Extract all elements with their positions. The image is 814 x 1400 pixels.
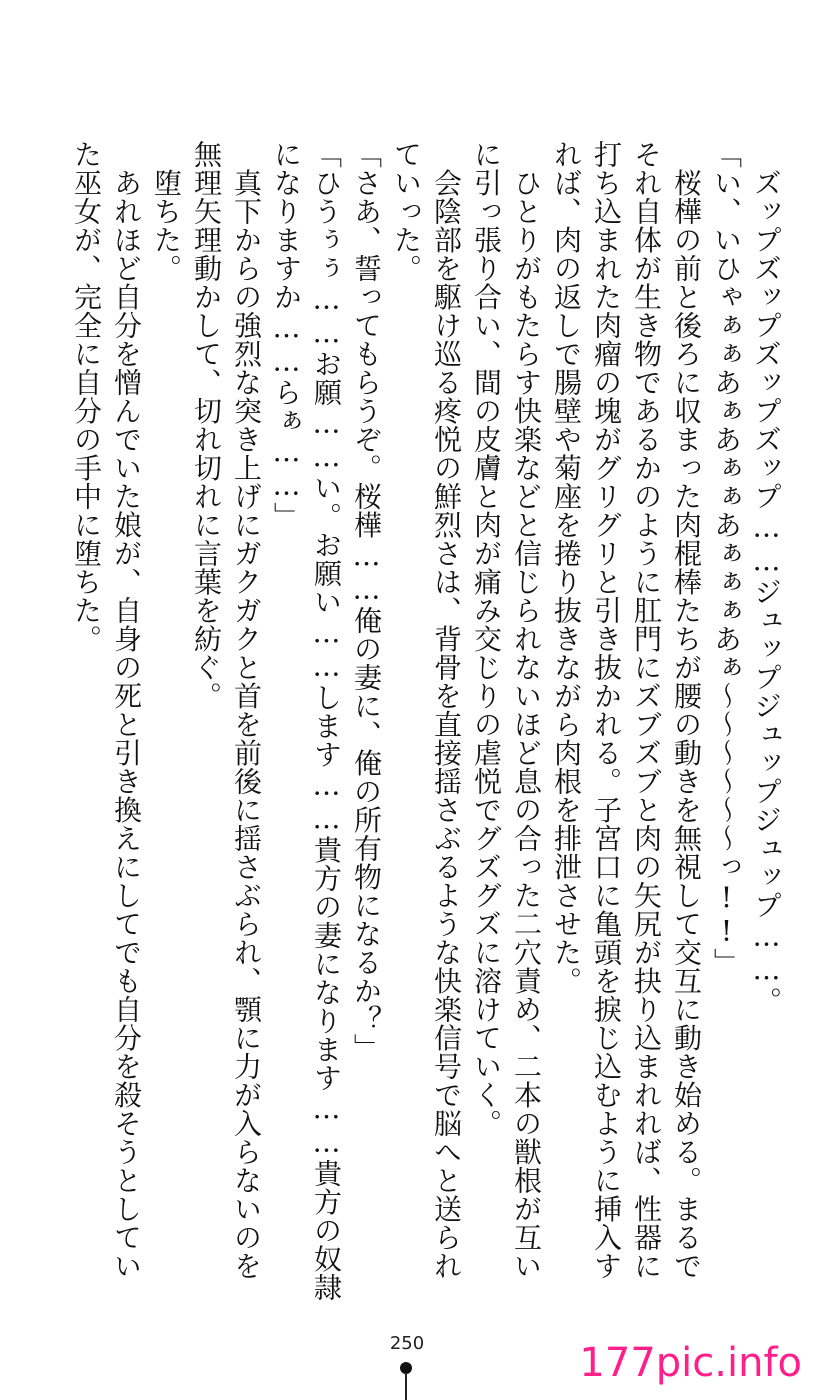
text-line: 無理矢理動かして、切れ切れに言葉を紡ぐ。 — [190, 140, 223, 710]
text-line: それ自体が生き物であるかのように肛門にズブズブと肉の矢尻が抉り込まれれば、性器に — [630, 140, 663, 1280]
vertical-text-body — [66, 140, 786, 1320]
text-line: 打ち込まれた肉瘤の塊がグリグリと引き抜かれる。子宮口に亀頭を捩じ込むように挿入す — [590, 140, 623, 1280]
text-line: 桜樺の前と後ろに収まった肉棍棒たちが腰の動きを無視して交互に動き始める。まるで — [670, 140, 703, 1280]
text-line: 「さあ、誓ってもらうぞ。桜樺……俺の妻に、俺の所有物になるか？」 — [350, 140, 383, 1062]
text-line: 堕ちた。 — [150, 140, 183, 283]
page-number: 250 — [389, 1333, 425, 1354]
text-line: ていった。 — [390, 140, 423, 283]
watermark-text: 177pic.info — [579, 1340, 802, 1386]
text-line: になりますか……らぁ……」 — [270, 140, 303, 531]
text-line: 「ひうぅぅ……お願……い。お願い……します……貴方の妻になります……貴方の奴隷 — [310, 140, 343, 1302]
text-line: ズップズップズップズップ……ジュップジュップジュップ……。 — [750, 140, 783, 1015]
text-line: 「い、いひゃぁぁあぁあぁぁあぁぁぁあぁ～～～～～～っ!!」 — [710, 140, 743, 977]
text-line: れば、肉の返しで腸壁や菊座を捲り抜きながら肉根を排泄させた。 — [550, 140, 583, 995]
page-number-rule — [405, 1373, 407, 1400]
text-line: あれほど自分を憎んでいた娘が、自身の死と引き換えにしてでも自分を殺そうとしてい — [110, 140, 143, 1280]
text-line: 真下からの強烈な突き上げにガクガクと首を前後に揺さぶられ、顎に力が入らないのを — [230, 140, 263, 1280]
text-line: た巫女が、完全に自分の手中に堕ちた。 — [70, 140, 103, 653]
text-line: に引っ張り合い、間の皮膚と肉が痛み交じりの虐悦でグズグズに溶けていく。 — [470, 140, 503, 1138]
text-line: ひとりがもたらす快楽などと信じられないほど息の合った二穴責め、二本の獣根が互い — [510, 140, 543, 1280]
text-line: 会陰部を駆け巡る疼悦の鮮烈さは、背骨を直接揺さぶるような快楽信号で脳へと送られ — [430, 140, 463, 1280]
